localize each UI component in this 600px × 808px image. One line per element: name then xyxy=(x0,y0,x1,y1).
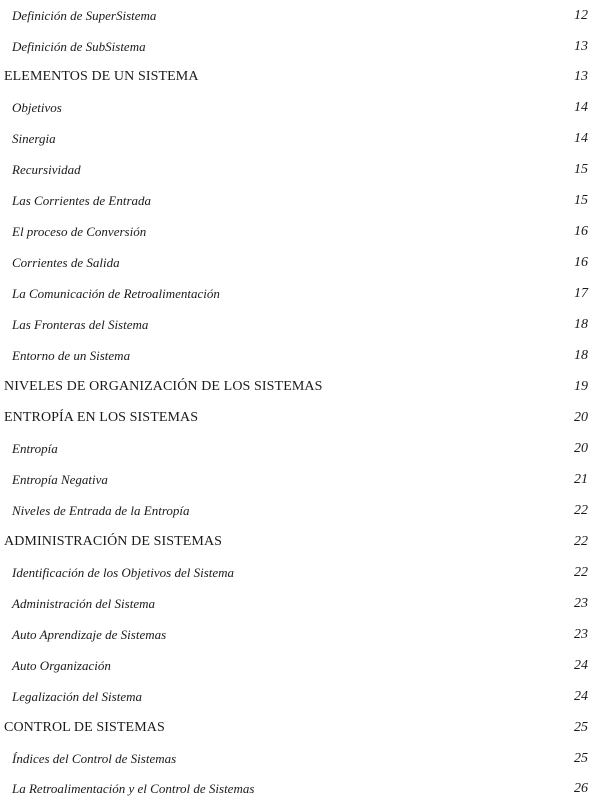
toc-entry-page: 25 xyxy=(574,751,588,766)
toc-entry-page: 13 xyxy=(574,39,588,54)
toc-section-title: ELEMENTOS DE UN SISTEMA xyxy=(4,69,199,84)
toc-entry[interactable] xyxy=(0,313,600,337)
toc-entry-page: 14 xyxy=(574,131,588,146)
toc-entry-page: 16 xyxy=(574,255,588,270)
toc-section-page: 13 xyxy=(574,69,588,84)
toc-entry-page: 24 xyxy=(574,658,588,673)
toc-section-title: ENTROPÍA EN LOS SISTEMAS xyxy=(4,410,199,425)
toc-entry-page: 16 xyxy=(574,224,588,239)
toc-entry-title: La Retroalimentación y el Control de Sistemas xyxy=(12,781,255,796)
toc-entry-title: Entropía Negativa xyxy=(12,472,108,487)
toc-entry-title: Administración del Sistema xyxy=(12,596,155,611)
toc-entry-title: Las Fronteras del Sistema xyxy=(12,317,149,332)
toc-entry[interactable] xyxy=(0,189,600,213)
toc-entry-page: 23 xyxy=(574,596,588,611)
toc-entry-page: 18 xyxy=(574,348,588,363)
toc-entry[interactable] xyxy=(0,96,600,120)
toc-entry-page: 24 xyxy=(574,689,588,704)
toc-section-page: 25 xyxy=(574,720,588,735)
toc-entry[interactable] xyxy=(0,251,600,275)
toc-section[interactable] xyxy=(0,530,600,554)
toc-entry-page: 18 xyxy=(574,317,588,332)
toc-entry-page: 14 xyxy=(574,100,588,115)
toc-entry-title: Definición de SuperSistema xyxy=(12,8,157,23)
toc-entry-title: Identificación de los Objetivos del Sistema xyxy=(12,565,235,580)
toc-entry-page: 17 xyxy=(574,286,588,301)
toc-entry-title: Sinergia xyxy=(12,131,56,146)
toc-entry-title: Corrientes de Salida xyxy=(12,255,120,270)
toc-entry[interactable] xyxy=(0,127,600,151)
toc-section[interactable] xyxy=(0,375,600,399)
toc-entry[interactable] xyxy=(0,499,600,523)
toc-entry-title: Niveles de Entrada de la Entropía xyxy=(12,503,190,518)
toc-entry-title: Objetivos xyxy=(12,100,62,115)
toc-entry-page: 20 xyxy=(574,441,588,456)
toc-entry[interactable] xyxy=(0,35,600,59)
toc-entry-title: Entorno de un Sistema xyxy=(12,348,131,363)
toc-entry[interactable] xyxy=(0,777,600,801)
toc-entry[interactable] xyxy=(0,282,600,306)
toc-section-page: 19 xyxy=(574,379,588,394)
toc-entry[interactable] xyxy=(0,623,600,647)
toc-entry-title: Definición de SubSistema xyxy=(12,39,146,54)
toc-entry-title: Legalización del Sistema xyxy=(12,689,142,704)
toc-entry[interactable] xyxy=(0,437,600,461)
toc-section-title: ADMINISTRACIÓN DE SISTEMAS xyxy=(4,534,223,549)
toc-entry-page: 26 xyxy=(574,781,588,796)
toc-entry-page: 23 xyxy=(574,627,588,642)
toc-entry-title: Las Corrientes de Entrada xyxy=(12,193,152,208)
toc-section-title: NIVELES DE ORGANIZACIÓN DE LOS SISTEMAS xyxy=(4,379,323,394)
toc-entry-page: 12 xyxy=(574,8,588,23)
toc-entry-page: 22 xyxy=(574,503,588,518)
toc-entry-page: 15 xyxy=(574,162,588,177)
toc-entry[interactable] xyxy=(0,344,600,368)
toc-entry[interactable] xyxy=(0,685,600,709)
toc-entry[interactable] xyxy=(0,592,600,616)
toc-section[interactable] xyxy=(0,406,600,430)
toc-entry-page: 22 xyxy=(574,565,588,580)
toc-entry-title: Entropía xyxy=(12,441,58,456)
toc-section[interactable] xyxy=(0,65,600,89)
toc-section-page: 20 xyxy=(574,410,588,425)
toc-entry-title: Auto Organización xyxy=(12,658,111,673)
toc-entry[interactable] xyxy=(0,654,600,678)
toc-entry-page: 21 xyxy=(574,472,588,487)
toc-entry-title: El proceso de Conversión xyxy=(12,224,147,239)
toc-entry-title: La Comunicación de Retroalimentación xyxy=(12,286,220,301)
toc-entry[interactable] xyxy=(0,468,600,492)
toc-section-page: 22 xyxy=(574,534,588,549)
toc-entry-page: 15 xyxy=(574,193,588,208)
toc-entry-title: Índices del Control de Sistemas xyxy=(12,751,177,766)
toc-section[interactable] xyxy=(0,716,600,740)
toc-entry-title: Recursividad xyxy=(12,162,81,177)
toc-entry[interactable] xyxy=(0,561,600,585)
toc-section-title: CONTROL DE SISTEMAS xyxy=(4,720,165,735)
toc-entry[interactable] xyxy=(0,4,600,28)
toc-entry[interactable] xyxy=(0,747,600,771)
toc-entry[interactable] xyxy=(0,158,600,182)
toc-entry[interactable] xyxy=(0,220,600,244)
toc-entry-title: Auto Aprendizaje de Sistemas xyxy=(12,627,167,642)
